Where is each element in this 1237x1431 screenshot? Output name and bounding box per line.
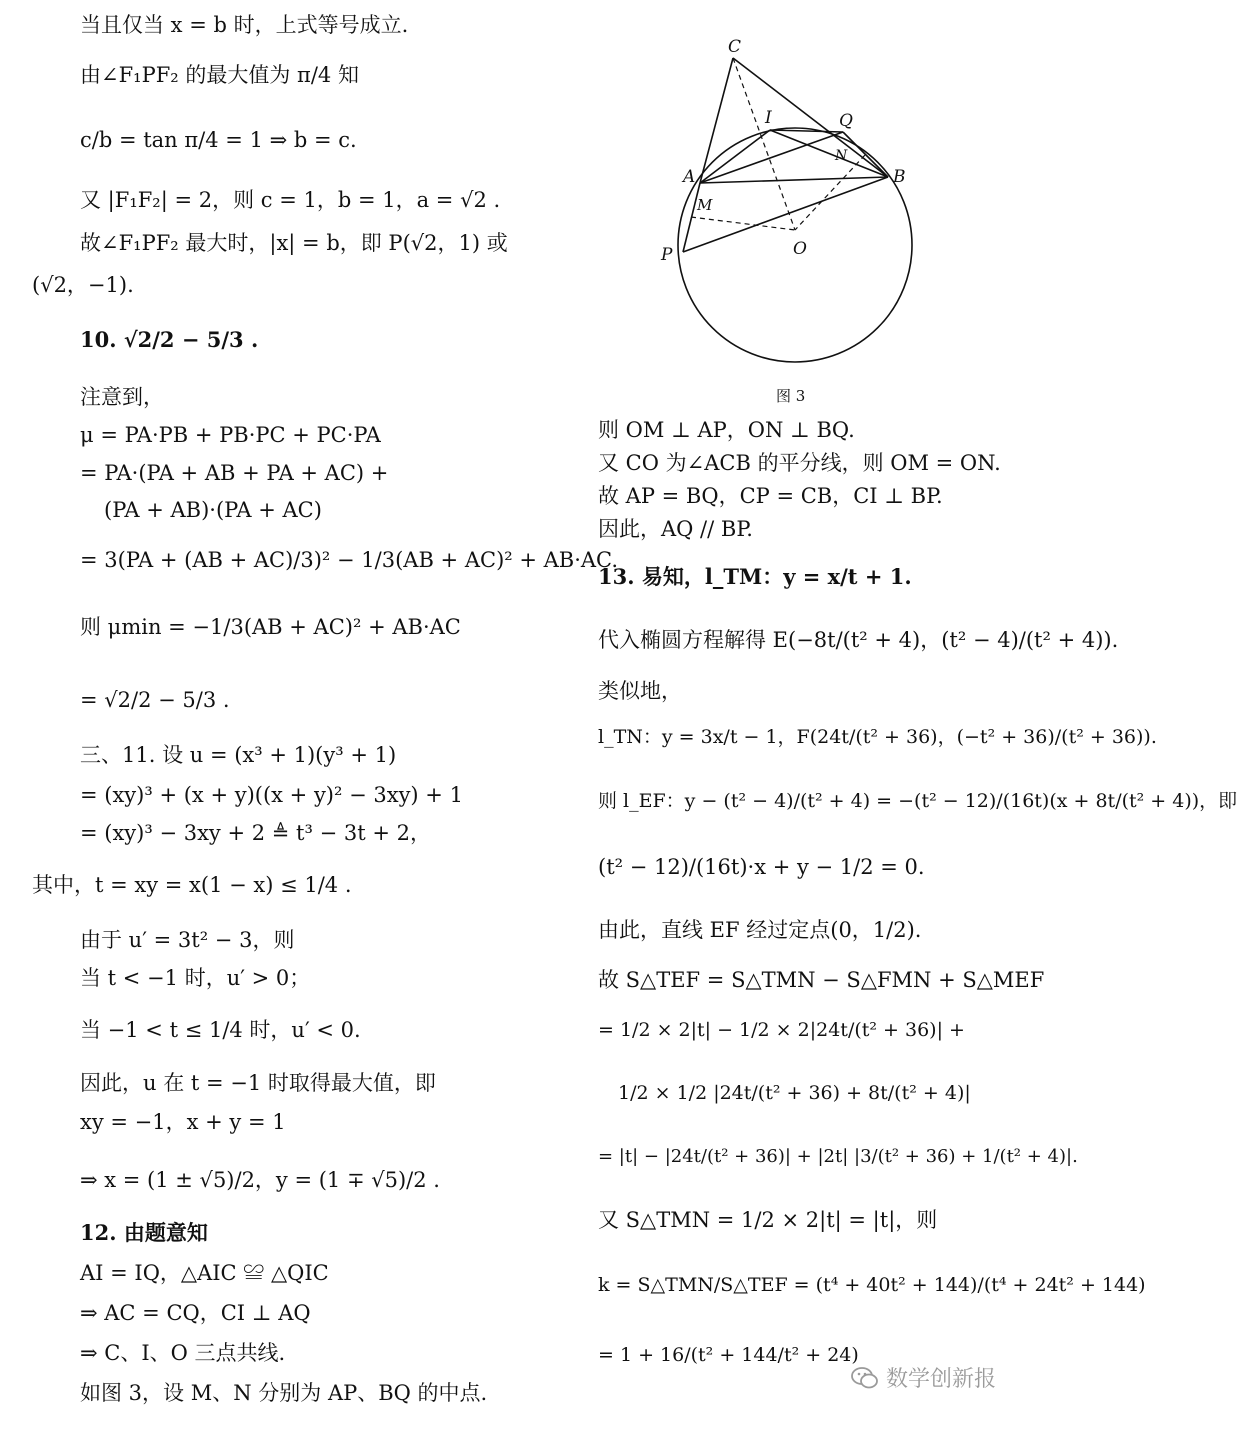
label-B: B (893, 167, 906, 187)
label-I: I (765, 108, 772, 128)
text-line: 因此，AQ // BP. (598, 517, 753, 541)
text-line: 则 OM ⊥ AP，ON ⊥ BQ. (598, 418, 855, 442)
label-A: A (683, 167, 696, 187)
text-line: 故∠F₁PF₂ 最大时，|x| = b，即 P(√2，1) 或 (80, 231, 508, 255)
segment-CB (733, 58, 888, 177)
text-line: 如图 3，设 M、N 分别为 AP、BQ 的中点. (80, 1381, 488, 1405)
math-line: 则 l_EF：y − (t² − 4)/(t² + 4) = −(t² − 12)/(16t)(x + 8t/(t² + 4))，即 (598, 790, 1237, 812)
dashed-CO (733, 58, 795, 230)
text-line: 注意到， (80, 385, 164, 409)
label-O: O (793, 239, 807, 259)
math-line: = |t| − |24t/(t² + 36)| + |2t| |3/(t² + 36) + 1/(t² + 4)|. (598, 1146, 1078, 1167)
math-line: 又 S△TMN = 1/2 × 2|t| = |t|，则 (598, 1208, 938, 1232)
segment-IQ (770, 130, 843, 132)
text-line: 故 AP = BQ，CP = CB，CI ⊥ BP. (598, 484, 943, 508)
text-line: 因此，u 在 t = −1 时取得最大值，即 (80, 1071, 436, 1095)
math-line: 故 S△TEF = S△TMN − S△FMN + S△MEF (598, 968, 1045, 992)
problem-11-start: 三、11. 设 u = (x³ + 1)(y³ + 1) (80, 743, 397, 767)
text-line: 由∠F₁PF₂ 的最大值为 π/4 知 (80, 63, 359, 87)
text-line: 当且仅当 x = b 时，上式等号成立. (80, 13, 409, 37)
label-C: C (728, 37, 742, 57)
text-line: 当 −1 < t ≤ 1/4 时，u′ < 0. (80, 1018, 361, 1042)
math-line: ⇒ x = (1 ± √5)/2，y = (1 ∓ √5)/2 . (80, 1168, 440, 1192)
label-N: N (835, 148, 848, 164)
label-M: M (697, 196, 713, 214)
math-line: 代入椭圆方程解得 E(−8t/(t² + 4)，(t² − 4)/(t² + 4)). (598, 628, 1119, 652)
math-line: l_TN：y = 3x/t − 1，F(24t/(t² + 36)，(−t² + 36)/(t² + 36)). (598, 726, 1157, 748)
math-line: AI = IQ，△AIC ≌ △QIC (80, 1261, 329, 1285)
math-line: = √2/2 − 5/3 . (80, 688, 230, 712)
segment-PB (683, 177, 888, 252)
text-line: (√2，−1). (32, 273, 134, 297)
math-line: k = S△TMN/S△TEF = (t⁴ + 40t² + 144)/(t⁴ + 24t² + 144) (598, 1274, 1146, 1296)
math-line: = PA·(PA + AB + PA + AC) + (80, 461, 389, 485)
math-line: = 3(PA + (AB + AC)/3)² − 1/3(AB + AC)² + AB·AC. (80, 548, 619, 572)
math-line: (PA + AB)·(PA + AC) (104, 498, 322, 522)
segment-CA (700, 58, 733, 183)
dashed-MO (691, 217, 795, 230)
problem-13-start: 13. 易知，l_TM：y = x/t + 1. (598, 564, 912, 589)
text-line: c/b = tan π/4 = 1 ⇒ b = c. (80, 128, 357, 152)
segment-QB (843, 132, 888, 177)
math-line: 1/2 × 1/2 |24t/(t² + 36) + 8t/(t² + 4)| (618, 1082, 971, 1104)
math-line: = (xy)³ − 3xy + 2 ≜ t³ − 3t + 2， (80, 821, 431, 845)
dashed-NO (795, 155, 865, 230)
watermark-text: 数学创新报 (886, 1367, 997, 1392)
wechat-icon (850, 1363, 880, 1393)
text-line: 又 |F₁F₂| = 2，则 c = 1，b = 1，a = √2 . (80, 188, 501, 212)
text-line: 由此，直线 EF 经过定点(0，1/2). (598, 918, 922, 942)
math-line: = 1/2 × 2|t| − 1/2 × 2|24t/(t² + 36)| + (598, 1019, 965, 1041)
label-P: P (661, 245, 673, 265)
math-line: = (xy)³ + (x + y)((x + y)² − 3xy) + 1 (80, 783, 463, 807)
figure-caption: 图 3 (776, 387, 806, 405)
math-line: μ = PA·PB + PB·PC + PC·PA (80, 423, 381, 447)
math-line: ⇒ AC = CQ，CI ⊥ AQ (80, 1301, 311, 1325)
math-line: 则 μmin = −1/3(AB + AC)² + AB·AC (80, 615, 461, 639)
text-line: ⇒ C、I、O 三点共线. (80, 1341, 286, 1365)
problem-12-start: 12. 由题意知 (80, 1220, 208, 1245)
segment-AQ (700, 132, 843, 183)
text-line: 由于 u′ = 3t² − 3，则 (80, 928, 295, 952)
math-line: 其中，t = xy = x(1 − x) ≤ 1/4 . (32, 873, 352, 897)
text-line: 当 t < −1 时，u′ > 0； (80, 966, 311, 990)
watermark (850, 1362, 996, 1393)
math-line: xy = −1，x + y = 1 (80, 1110, 286, 1134)
label-Q: Q (839, 111, 853, 131)
text-line: 又 CO 为∠ACB 的平分线，则 OM = ON. (598, 451, 1001, 475)
problem-10-answer: 10. √2/2 − 5/3 . (80, 327, 259, 352)
math-line: = 1 + 16/(t² + 144/t² + 24) (598, 1344, 859, 1366)
text-line: 类似地， (598, 679, 682, 703)
segment-AB (700, 177, 888, 183)
segment-AI (700, 130, 770, 183)
geometry-figure (655, 30, 925, 375)
math-line: (t² − 12)/(16t)·x + y − 1/2 = 0. (598, 855, 925, 879)
